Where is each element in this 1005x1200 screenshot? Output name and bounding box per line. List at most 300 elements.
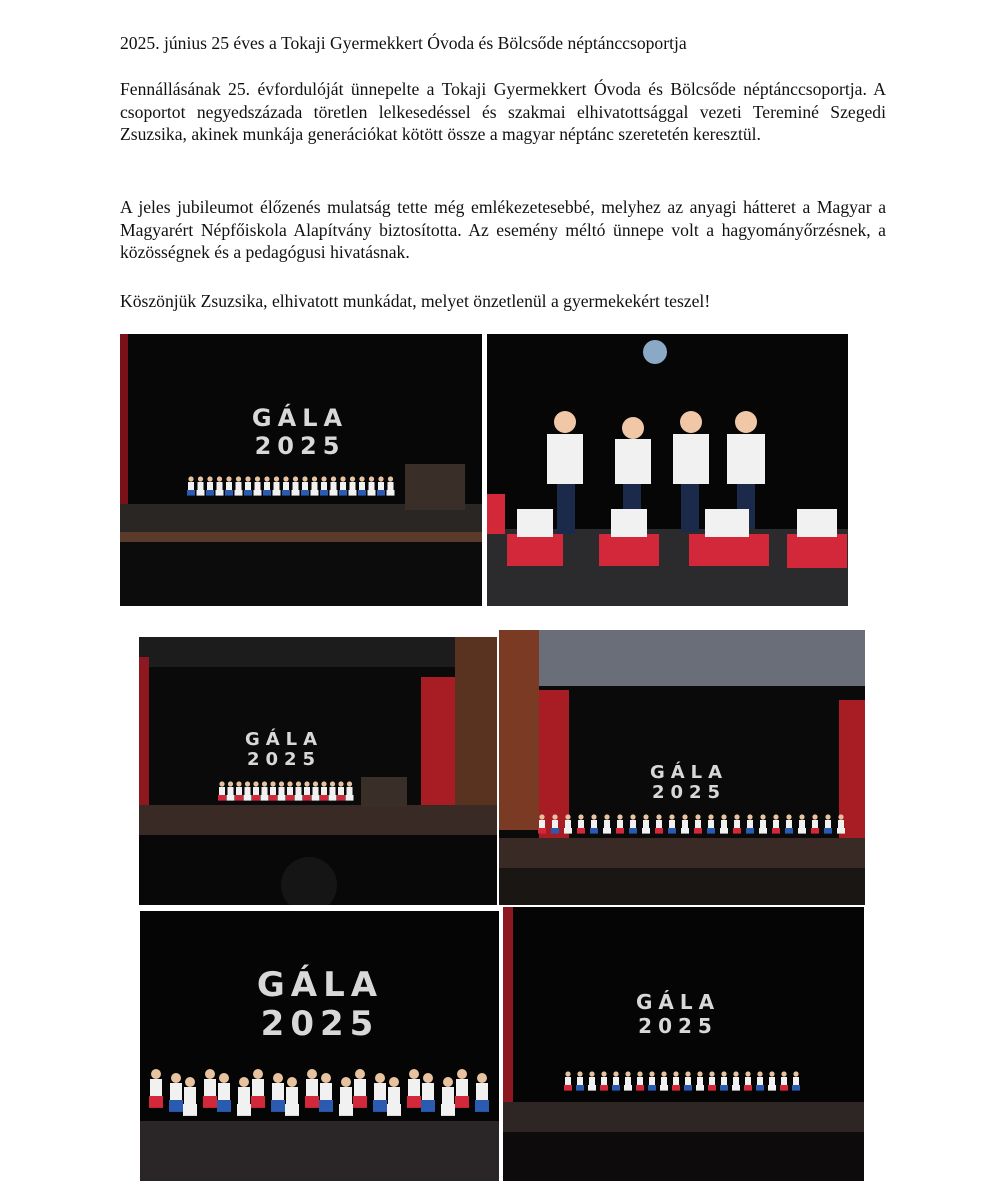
dancer-skirt: [696, 1085, 704, 1091]
dancer-head: [781, 1071, 786, 1076]
dancer-skirt: [616, 828, 624, 834]
paragraph-1: Fennállásának 25. évfordulóját ünnepelte a Tokaji Gyermekkert Óvoda és Bölcsőde néptánccsoportja. A csoportot negyedszázada töretlen lelkesedéssel és szakmai elhivatottsággal vezeti Tereminé Szegedi Zsuzsika, akinek munkája generációkat kötött össze a magyar néptánc szeretetén keresztül.: [120, 79, 886, 144]
dancer-skirt: [577, 828, 585, 834]
svg-text:GÁLA: GÁLA: [635, 990, 721, 1014]
dancer-head: [656, 814, 661, 819]
dancer-blouse: [245, 482, 251, 490]
dancer-skirt: [263, 490, 271, 496]
dancer-blouse: [721, 1077, 727, 1085]
dancer-skirt: [756, 1085, 764, 1091]
dancer-blouse: [253, 787, 259, 795]
dancer-blouse: [302, 482, 308, 490]
dancer-blouse: [812, 820, 818, 828]
dancer-skirt: [759, 828, 767, 834]
dancer-skirt: [203, 1096, 217, 1108]
dancer-head: [793, 1071, 798, 1076]
dancer-blouse: [245, 787, 251, 795]
dancer-blouse: [773, 820, 779, 828]
dancer-skirt: [603, 828, 611, 834]
dancer-head: [630, 814, 635, 819]
dancer-blouse: [682, 820, 688, 828]
dancer-head: [321, 781, 326, 786]
dancer-blouse: [184, 1087, 196, 1104]
dancer-blouse: [601, 1077, 607, 1085]
dancer-head: [359, 476, 364, 481]
dancer-skirt: [407, 1096, 421, 1108]
dancer-skirt: [292, 490, 300, 496]
dancer-skirt: [648, 1085, 656, 1091]
dancer-blouse: [204, 1079, 216, 1096]
dancer-blouse: [388, 482, 394, 490]
photo-dancers-wide: [503, 907, 864, 1181]
dancer-blouse: [238, 1087, 250, 1104]
dancer-head: [697, 1071, 702, 1076]
dancer-blouse: [786, 820, 792, 828]
dancer-head: [649, 1071, 654, 1076]
dancer-skirt: [421, 1100, 435, 1112]
dancer-head: [617, 814, 622, 819]
dancer-head: [708, 814, 713, 819]
svg-text:2025: 2025: [638, 1014, 718, 1038]
dancer-skirt: [707, 828, 715, 834]
dancer-head: [313, 781, 318, 786]
dancer-blouse: [604, 820, 610, 828]
dancer-skirt: [305, 1096, 319, 1108]
dancer-head: [355, 1069, 365, 1079]
dancer-skirt: [373, 1100, 387, 1112]
dancer-skirt: [684, 1085, 692, 1091]
dancer-skirt: [330, 490, 338, 496]
dancer-blouse: [793, 1077, 799, 1085]
dancer-head: [245, 476, 250, 481]
dancer-skirt: [206, 490, 214, 496]
dancer-head: [341, 1077, 351, 1087]
dancer-skirt: [286, 795, 294, 801]
dancer-blouse: [577, 1077, 583, 1085]
dancer-skirt: [339, 490, 347, 496]
dancer-skirt: [149, 1096, 163, 1108]
dancer-head: [786, 814, 791, 819]
dancer-head: [226, 476, 231, 481]
dancer-skirt: [187, 490, 195, 496]
title: 2025. június 25 éves a Tokaji Gyermekkert Óvoda és Bölcsőde néptánccsoportja: [120, 33, 687, 53]
dancer-head: [253, 1069, 263, 1079]
dancer-skirt: [169, 1100, 183, 1112]
dancer-blouse: [255, 482, 261, 490]
dancer-head: [477, 1073, 487, 1083]
dancer-blouse: [685, 1077, 691, 1085]
dancer-skirt: [564, 828, 572, 834]
dancer-skirt: [837, 828, 845, 834]
dancer-head: [565, 814, 570, 819]
dancer-head: [207, 476, 212, 481]
dancer-blouse: [338, 787, 344, 795]
dancer-skirt: [588, 1085, 596, 1091]
dancer-blouse: [825, 820, 831, 828]
dancer-blouse: [552, 820, 558, 828]
dancer-blouse: [637, 1077, 643, 1085]
dancer-skirt: [564, 1085, 572, 1091]
dancer-blouse: [188, 482, 194, 490]
dancer-skirt: [269, 795, 277, 801]
photo-stage-line-up: [120, 334, 482, 606]
dancer-head: [321, 1073, 331, 1083]
dancer-head: [589, 1071, 594, 1076]
dancer-blouse: [207, 482, 213, 490]
dancer-head: [340, 476, 345, 481]
dancer-blouse: [219, 787, 225, 795]
dancer-blouse: [350, 482, 356, 490]
dancer-blouse: [313, 787, 319, 795]
dancer-blouse: [643, 820, 649, 828]
svg-text:GÁLA: GÁLA: [256, 965, 384, 1005]
dancer-head: [552, 814, 557, 819]
dancer-head: [330, 781, 335, 786]
dancer-blouse: [378, 482, 384, 490]
dancer-head: [613, 1071, 618, 1076]
dancer-skirt: [282, 490, 290, 496]
dancer-skirt: [278, 795, 286, 801]
dancer-head: [409, 1069, 419, 1079]
dancer-blouse: [279, 787, 285, 795]
dancer-skirt: [694, 828, 702, 834]
dancer-head: [321, 476, 326, 481]
dancer-blouse: [661, 1077, 667, 1085]
dancer-blouse: [217, 482, 223, 490]
dancer-skirt: [273, 490, 281, 496]
dancer-blouse: [617, 820, 623, 828]
backdrop-gala-text: GÁLA: [251, 404, 349, 432]
dancer-head: [296, 781, 301, 786]
dancer-head: [443, 1077, 453, 1087]
dancer-blouse: [734, 820, 740, 828]
dancer-skirt: [301, 490, 309, 496]
dancer-skirt: [183, 1104, 197, 1116]
dancer-head: [709, 1071, 714, 1076]
dancer-head: [625, 1071, 630, 1076]
dancer-head: [283, 476, 288, 481]
dancer-head: [302, 476, 307, 481]
dancer-skirt: [339, 1104, 353, 1116]
dancer-blouse: [760, 820, 766, 828]
dancer-head: [375, 1073, 385, 1083]
dancer-blouse: [733, 1077, 739, 1085]
dancer-blouse: [321, 482, 327, 490]
dancer-blouse: [669, 820, 675, 828]
dancer-skirt: [353, 1096, 367, 1108]
dancer-blouse: [565, 820, 571, 828]
dancer-head: [601, 1071, 606, 1076]
dancer-skirt: [612, 1085, 620, 1091]
dancer-skirt: [197, 490, 205, 496]
dancer-head: [838, 814, 843, 819]
dancer-blouse: [388, 1087, 400, 1104]
dancer-head: [312, 476, 317, 481]
dancer-blouse: [697, 1077, 703, 1085]
dancer-head: [637, 1071, 642, 1076]
dancer-skirt: [349, 490, 357, 496]
dancer-blouse: [442, 1087, 454, 1104]
dancer-head: [338, 781, 343, 786]
dancer-head: [217, 476, 222, 481]
dancer-blouse: [781, 1077, 787, 1085]
dancer-head: [239, 1077, 249, 1087]
dancer-blouse: [656, 820, 662, 828]
dancer-blouse: [312, 482, 318, 490]
dancer-head: [812, 814, 817, 819]
dancer-blouse: [769, 1077, 775, 1085]
dancer-skirt: [346, 795, 354, 801]
dancer-blouse: [236, 482, 242, 490]
dancer-blouse: [252, 1079, 264, 1096]
paragraph-3: Köszönjük Zsuzsika, elhivatott munkádat, melyet önzetlenül a gyermekekért teszel!: [120, 291, 711, 311]
dancer-head: [389, 1077, 399, 1087]
dancer-head: [423, 1073, 433, 1083]
dancer-head: [757, 1071, 762, 1076]
dancer-head: [388, 476, 393, 481]
dancer-skirt: [590, 828, 598, 834]
dancer-head: [661, 1071, 666, 1076]
dancer-head: [799, 814, 804, 819]
dancer-head: [457, 1069, 467, 1079]
dancer-blouse: [340, 1087, 352, 1104]
dancer-skirt: [311, 490, 319, 496]
dancer-head: [350, 476, 355, 481]
dancer-head: [287, 1077, 297, 1087]
dancer-skirt: [792, 1085, 800, 1091]
dancer-head: [228, 781, 233, 786]
dancer-skirt: [629, 828, 637, 834]
dancer-skirt: [768, 1085, 776, 1091]
dancer-blouse: [359, 482, 365, 490]
dancer-blouse: [799, 820, 805, 828]
dancer-blouse: [369, 482, 375, 490]
dancer-skirt: [732, 1085, 740, 1091]
dancer-skirt: [636, 1085, 644, 1091]
dancer-blouse: [274, 482, 280, 490]
dancer-skirt: [312, 795, 320, 801]
dancer-skirt: [660, 1085, 668, 1091]
dancer-head: [773, 814, 778, 819]
dancer-head: [734, 814, 739, 819]
dancer-skirt: [746, 828, 754, 834]
backdrop-year-text: 2025: [254, 432, 346, 460]
dancer-head: [264, 476, 269, 481]
dancer-blouse: [422, 1083, 434, 1100]
dancer-blouse: [613, 1077, 619, 1085]
dancer-head: [236, 476, 241, 481]
dancer-head: [304, 781, 309, 786]
dancer-skirt: [655, 828, 663, 834]
dancer-skirt: [235, 795, 243, 801]
dancer-skirt: [320, 795, 328, 801]
dancer-blouse: [321, 787, 327, 795]
dancer-blouse: [228, 787, 234, 795]
dancer-head: [565, 1071, 570, 1076]
dancer-head: [669, 814, 674, 819]
dancer-blouse: [347, 787, 353, 795]
dancer-blouse: [354, 1079, 366, 1096]
dancer-blouse: [340, 482, 346, 490]
dancer-skirt: [538, 828, 546, 834]
dancer-skirt: [368, 490, 376, 496]
dancer-head: [695, 814, 700, 819]
dancer-head: [378, 476, 383, 481]
photo-stage-dancers-left: [139, 637, 497, 905]
dancer-head: [721, 814, 726, 819]
dancer-head: [369, 476, 374, 481]
dancer-head: [685, 1071, 690, 1076]
dancer-skirt: [798, 828, 806, 834]
dancer-blouse: [330, 787, 336, 795]
dancer-blouse: [625, 1077, 631, 1085]
dancer-head: [185, 1077, 195, 1087]
dancer-skirt: [744, 1085, 752, 1091]
dancer-head: [245, 781, 250, 786]
dancer-blouse: [838, 820, 844, 828]
dancer-skirt: [576, 1085, 584, 1091]
dancer-head: [273, 1073, 283, 1083]
dancer-head: [270, 781, 275, 786]
dancer-blouse: [296, 787, 302, 795]
svg-text:2025: 2025: [260, 1004, 380, 1044]
dancer-skirt: [824, 828, 832, 834]
dancer-head: [643, 814, 648, 819]
dancer-skirt: [303, 795, 311, 801]
dancer-head: [287, 781, 292, 786]
dancer-blouse: [286, 1087, 298, 1104]
dancer-blouse: [673, 1077, 679, 1085]
dancer-head: [205, 1069, 215, 1079]
dancer-blouse: [226, 482, 232, 490]
dancer-skirt: [387, 490, 395, 496]
dancer-skirt: [225, 490, 233, 496]
dancer-head: [262, 781, 267, 786]
dancer-blouse: [293, 482, 299, 490]
dancer-blouse: [456, 1079, 468, 1096]
dancer-blouse: [170, 1083, 182, 1100]
dancer-head: [236, 781, 241, 786]
dancer-head: [591, 814, 596, 819]
dancer-skirt: [377, 490, 385, 496]
paragraph-2: A jeles jubileumot élőzenés mulatság tette még emlékezetesebbé, melyhez az anyagi hátteret a Magyar a Magyarért Népfőiskola Alapítvány biztosította. Az esemény méltó ünnepe volt a hagyományőrzésnek, a közösségnek és a pedagógusi hivatásnak.: [120, 197, 886, 262]
dancer-blouse: [283, 482, 289, 490]
dancer-head: [747, 814, 752, 819]
dancer-skirt: [600, 1085, 608, 1091]
dancer-skirt: [358, 490, 366, 496]
dancer-head: [331, 476, 336, 481]
dancer-skirt: [681, 828, 689, 834]
dancer-blouse: [708, 820, 714, 828]
svg-text:2025: 2025: [246, 749, 322, 770]
photo-dancers-close-up: [487, 334, 848, 606]
dancer-head: [198, 476, 203, 481]
dancer-skirt: [252, 795, 260, 801]
dancer-blouse: [218, 1083, 230, 1100]
dancer-skirt: [780, 1085, 788, 1091]
dancer-head: [279, 781, 284, 786]
dancer-skirt: [720, 1085, 728, 1091]
dancer-blouse: [287, 787, 293, 795]
dancer-skirt: [811, 828, 819, 834]
dancer-skirt: [227, 795, 235, 801]
dancer-head: [188, 476, 193, 481]
dancer-skirt: [254, 490, 262, 496]
dancer-head: [539, 814, 544, 819]
dancer-blouse: [721, 820, 727, 828]
dancer-skirt: [441, 1104, 455, 1116]
dancer-head: [825, 814, 830, 819]
dancer-blouse: [408, 1079, 420, 1096]
dancer-blouse: [262, 787, 268, 795]
dancer-blouse: [630, 820, 636, 828]
dancer-head: [253, 781, 258, 786]
dancer-blouse: [264, 482, 270, 490]
dancer-blouse: [578, 820, 584, 828]
dancer-blouse: [757, 1077, 763, 1085]
dancer-skirt: [624, 1085, 632, 1091]
dancer-skirt: [668, 828, 676, 834]
dancer-blouse: [374, 1083, 386, 1100]
dancer-skirt: [237, 1104, 251, 1116]
dancer-blouse: [591, 820, 597, 828]
dancer-blouse: [476, 1083, 488, 1100]
dancer-head: [760, 814, 765, 819]
dancer-skirt: [235, 490, 243, 496]
dancer-skirt: [244, 795, 252, 801]
dancer-blouse: [649, 1077, 655, 1085]
dancer-head: [151, 1069, 161, 1079]
dancer-skirt: [551, 828, 559, 834]
dancer-head: [219, 781, 224, 786]
dancer-skirt: [642, 828, 650, 834]
dancer-blouse: [272, 1083, 284, 1100]
dancer-blouse: [150, 1079, 162, 1096]
dancer-head: [255, 476, 260, 481]
dancer-skirt: [319, 1100, 333, 1112]
dancer-skirt: [244, 490, 252, 496]
dancer-blouse: [565, 1077, 571, 1085]
dancer-blouse: [747, 820, 753, 828]
dancer-skirt: [320, 490, 328, 496]
dancer-head: [682, 814, 687, 819]
dancer-head: [307, 1069, 317, 1079]
dancer-head: [769, 1071, 774, 1076]
dancer-head: [604, 814, 609, 819]
dancer-skirt: [216, 490, 224, 496]
dancer-blouse: [198, 482, 204, 490]
dancer-head: [171, 1073, 181, 1083]
dancer-blouse: [304, 787, 310, 795]
dancer-head: [745, 1071, 750, 1076]
dancer-head: [274, 476, 279, 481]
dancer-skirt: [337, 795, 345, 801]
dancer-skirt: [217, 1100, 231, 1112]
dancer-skirt: [772, 828, 780, 834]
dancer-head: [347, 781, 352, 786]
dancer-blouse: [306, 1079, 318, 1096]
dancer-blouse: [589, 1077, 595, 1085]
dancer-skirt: [708, 1085, 716, 1091]
dancer-skirt: [251, 1096, 265, 1108]
dancer-skirt: [733, 828, 741, 834]
dancer-blouse: [331, 482, 337, 490]
svg-text:2025: 2025: [651, 782, 727, 803]
dancer-head: [578, 814, 583, 819]
dancer-head: [577, 1071, 582, 1076]
dancer-skirt: [218, 795, 226, 801]
dancer-head: [673, 1071, 678, 1076]
